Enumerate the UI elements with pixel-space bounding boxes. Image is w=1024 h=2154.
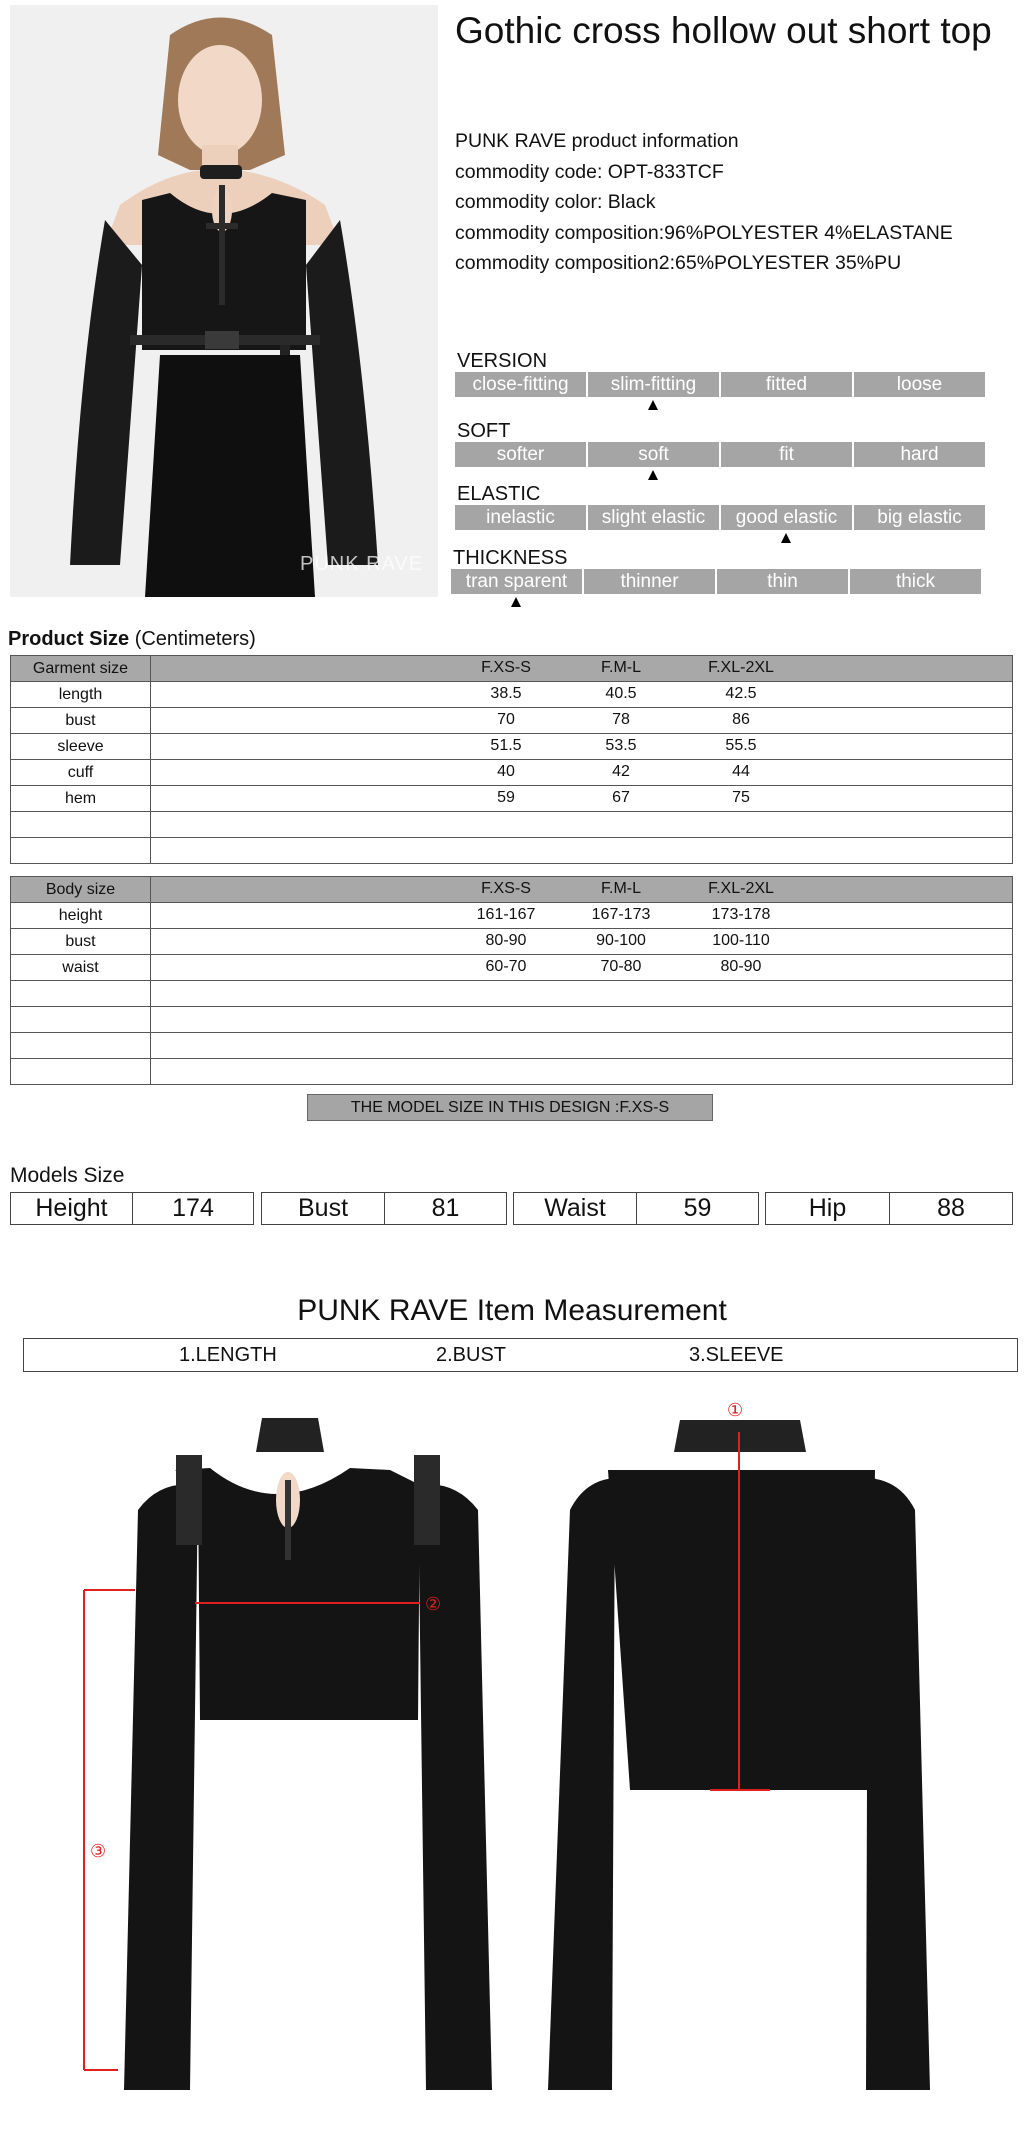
soft-option: fit <box>721 442 852 467</box>
table-row-empty <box>11 981 1013 1007</box>
row-label: length <box>11 682 151 708</box>
soft-option: soft <box>588 442 719 467</box>
thickness-option: thin <box>717 569 848 594</box>
thickness-option: tran sparent <box>451 569 582 594</box>
cell-value: 161-167 <box>476 906 536 923</box>
version-label: VERSION <box>457 350 548 372</box>
bust-marker: ② <box>425 1594 442 1615</box>
table-row <box>11 708 1013 734</box>
model-size-note: THE MODEL SIZE IN THIS DESIGN :F.XS-S <box>307 1094 713 1121</box>
thickness-label: THICKNESS <box>453 547 568 569</box>
cell-value: 70-80 <box>600 958 642 975</box>
table-row <box>11 903 1013 929</box>
product-info <box>455 126 953 279</box>
measurement-item: 3.SLEEVE <box>689 1344 784 1366</box>
cell-value: 80-90 <box>485 932 527 949</box>
cell-value: 44 <box>732 763 750 780</box>
version-option: close-fitting <box>455 372 586 397</box>
version-option: slim-fitting <box>588 372 719 397</box>
garment-measurement-illustration <box>0 1390 1024 2090</box>
table-row <box>11 682 1013 708</box>
cell-value: 173-178 <box>711 906 771 923</box>
cell-value: 40.5 <box>605 685 637 702</box>
table-header-row <box>11 877 1013 903</box>
table-row-empty <box>11 1059 1013 1085</box>
models-size-row <box>10 1192 1013 1225</box>
model-height-label: Height <box>10 1192 133 1225</box>
version-option: loose <box>854 372 985 397</box>
table-row <box>11 929 1013 955</box>
table-row-empty <box>11 812 1013 838</box>
column-header: F.M-L <box>601 880 641 897</box>
front-garment <box>124 1418 492 2090</box>
info-line: PUNK RAVE product information <box>455 130 739 152</box>
cell-value: 60-70 <box>485 958 527 975</box>
cell-value: 38.5 <box>490 685 522 702</box>
cell-value: 67 <box>612 789 630 806</box>
row-label: sleeve <box>11 734 151 760</box>
table-row-empty <box>11 1033 1013 1059</box>
info-line: commodity composition2:65%POLYESTER 35%PU <box>455 252 902 274</box>
table-row <box>11 786 1013 812</box>
row-label: cuff <box>11 760 151 786</box>
column-header: F.XL-2XL <box>708 659 774 676</box>
model-bust-label: Bust <box>261 1192 385 1225</box>
cell-value: 80-90 <box>720 958 762 975</box>
product-size-heading: Product Size <box>8 628 130 650</box>
product-size-title <box>8 628 256 651</box>
elastic-option: big elastic <box>854 505 985 530</box>
model-waist-label: Waist <box>513 1192 637 1225</box>
selected-marker-icon <box>511 597 521 607</box>
model-hip-label: Hip <box>765 1192 890 1225</box>
garment-diagram <box>0 1390 1024 2090</box>
soft-option: softer <box>455 442 586 467</box>
body-size-table <box>10 876 1013 1085</box>
thickness-option: thick <box>850 569 981 594</box>
elastic-option: good elastic <box>721 505 852 530</box>
table-row-empty <box>11 838 1013 864</box>
version-option: fitted <box>721 372 852 397</box>
garment-size-table <box>10 655 1013 864</box>
row-label: height <box>11 903 151 929</box>
row-label: bust <box>11 929 151 955</box>
models-size-title: Models Size <box>10 1164 125 1187</box>
table-header-label: Garment size <box>11 656 151 682</box>
info-line: commodity color: Black <box>455 191 656 213</box>
info-line: commodity composition:96%POLYESTER 4%ELASTANE <box>455 221 953 244</box>
cell-value: 78 <box>612 711 630 728</box>
watermark: PUNK RAVE <box>300 553 424 575</box>
column-header: F.XL-2XL <box>708 880 774 897</box>
column-header: F.XS-S <box>481 880 531 897</box>
measurement-item: 2.BUST <box>436 1344 507 1366</box>
cell-value: 100-110 <box>712 932 770 949</box>
model-hip-value: 88 <box>889 1192 1013 1225</box>
sleeve-marker: ③ <box>90 1841 107 1862</box>
info-line: commodity code: OPT-833TCF <box>455 160 724 183</box>
measurement-item: 1.LENGTH <box>179 1344 277 1366</box>
soft-label: SOFT <box>457 420 511 442</box>
table-header-row <box>11 656 1013 682</box>
selected-marker-icon <box>648 470 658 480</box>
table-header-columns <box>151 656 1013 682</box>
measurement-legend <box>23 1338 1018 1372</box>
table-row <box>11 760 1013 786</box>
elastic-option: slight elastic <box>588 505 719 530</box>
model-bust-value: 81 <box>384 1192 507 1225</box>
cell-value: 59 <box>497 789 515 806</box>
cell-value: 42 <box>612 763 630 780</box>
table-row <box>11 955 1013 981</box>
table-row-empty <box>11 1007 1013 1033</box>
soft-option: hard <box>854 442 985 467</box>
cell-value: 70 <box>497 711 515 728</box>
product-title: Gothic cross hollow out short top <box>455 10 992 51</box>
length-marker: ① <box>727 1400 744 1421</box>
selected-marker-icon <box>781 533 791 543</box>
cell-value: 51.5 <box>490 737 522 754</box>
measurement-title: PUNK RAVE Item Measurement <box>297 1294 727 1327</box>
elastic-label: ELASTIC <box>457 483 541 505</box>
cell-value: 42.5 <box>725 685 757 702</box>
cell-value: 40 <box>497 763 515 780</box>
cell-value: 90-100 <box>596 932 646 949</box>
cell-value: 55.5 <box>725 737 757 754</box>
row-label: waist <box>11 955 151 981</box>
cell-value: 86 <box>732 711 750 728</box>
model-height-value: 174 <box>132 1192 254 1225</box>
selected-marker-icon <box>648 400 658 410</box>
model-waist-value: 59 <box>636 1192 759 1225</box>
table-row <box>11 734 1013 760</box>
product-size-unit: (Centimeters) <box>134 628 256 650</box>
thickness-option: thinner <box>584 569 715 594</box>
cell-value: 53.5 <box>605 737 637 754</box>
table-header-label: Body size <box>11 877 151 903</box>
column-header: F.M-L <box>601 659 641 676</box>
model-illustration <box>10 5 438 597</box>
row-label: hem <box>11 786 151 812</box>
row-label: bust <box>11 708 151 734</box>
cell-value: 167-173 <box>591 906 651 923</box>
column-header: F.XS-S <box>481 659 531 676</box>
cell-value: 75 <box>732 789 750 806</box>
elastic-option: inelastic <box>455 505 586 530</box>
model-photo <box>10 5 438 597</box>
